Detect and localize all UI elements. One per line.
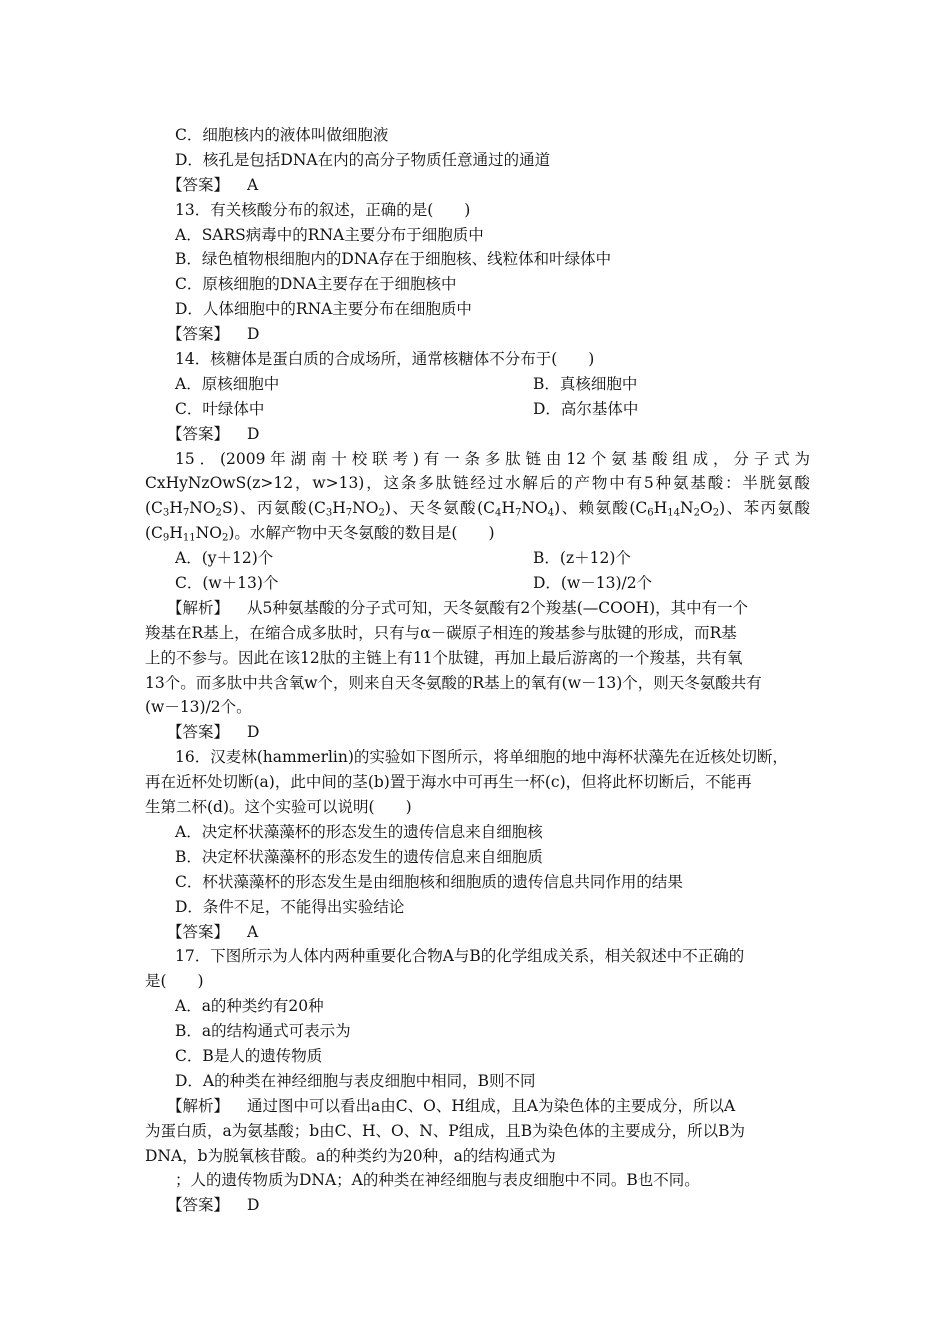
q16-answer: [145, 920, 810, 945]
q14-stem: 14．核糖体是蛋白质的合成场所，通常核糖体不分布于( ): [175, 350, 595, 369]
q15-options-row-1: [145, 546, 810, 571]
explanation-label: 【解析】: [167, 1096, 230, 1115]
question-content: [145, 123, 810, 1218]
q14-option-b: B．真核细胞中: [533, 374, 638, 393]
q15-explanation-line-5: (w－13)/2个。: [145, 698, 252, 717]
q15-option-c: C．(w＋13)个: [175, 574, 279, 593]
q15-explanation-line-4: 13个。而多肽中共含氧w个，则来自天冬氨酸的R基上的氧有(w－13)个，则天冬氨酸共有: [145, 673, 762, 692]
q15-option-a: A．(y＋12)个: [175, 549, 274, 568]
answer-label: 【答案】: [167, 175, 230, 194]
q16-option-a: A．决定杯状藻藻杯的形态发生的遗传信息来自细胞核: [175, 822, 543, 841]
answer-value: A: [247, 175, 259, 194]
q15-stem-line-4: $(C_9H_{11}NO_2)$。水解产物中天冬氨酸的数目是( ): [145, 524, 495, 544]
q12-option-d: D．核孔是包括DNA在内的高分子物质任意通过的通道: [175, 150, 551, 169]
q15-stem-line-2: CxHyNzOwS(z>12，w>13)，这条多肽链经过水解后的产物中有5种氨基酸：半胱氨酸: [145, 474, 810, 493]
q16-stem-line-2: 再在近杯处切断(a)，此中间的茎(b)置于海水中可再生一杯(c)，但将此杯切断后，不能再: [145, 773, 752, 792]
q13-option-d: D．人体细胞中的RNA主要分布在细胞质中: [175, 300, 472, 319]
q15-answer: [145, 720, 810, 745]
q13-stem: 13．有关核酸分布的叙述，正确的是( ): [175, 200, 471, 219]
q17-option-d: D．A的种类在神经细胞与表皮细胞中相同，B则不同: [175, 1071, 536, 1090]
answer-value: A: [247, 922, 259, 941]
answer-label: 【答案】: [167, 325, 230, 344]
q13-option-a: A．SARS病毒中的RNA主要分布于细胞质中: [175, 225, 484, 244]
answer-value: D: [247, 1196, 260, 1215]
q16-option-d: D．条件不足，不能得出实验结论: [175, 897, 405, 916]
q15-explanation-line-1: 【解析】 从5种氨基酸的分子式可知，天冬氨酸有2个羧基(—COOH)，其中有一个: [167, 598, 749, 617]
q14-answer: [145, 422, 810, 447]
explanation-label: 【解析】: [167, 598, 230, 617]
q17-option-a: A．a的种类约有20种: [175, 997, 324, 1016]
q16-stem-line-1: 16．汉麦林(hammerlin)的实验如下图所示，将单细胞的地中海杯状藻先在近核处切断，: [175, 748, 788, 767]
q17-explanation-line-3: DNA，b为脱氧核苷酸。a的种类约为20种，a的结构通式为: [145, 1146, 556, 1165]
q15-option-b: B．(z＋12)个: [533, 549, 631, 568]
q12-answer: [145, 173, 810, 198]
answer-label: 【答案】: [167, 1196, 230, 1215]
answer-value: D: [247, 325, 260, 344]
answer-label: 【答案】: [167, 723, 230, 742]
q14-option-d: D．高尔基体中: [533, 399, 639, 418]
q17-option-b: B．a的结构通式可表示为: [175, 1022, 351, 1041]
q16-stem-line-3: 生第二杯(d)。这个实验可以说明( ): [145, 798, 412, 817]
q16-option-b: B．决定杯状藻藻杯的形态发生的遗传信息来自细胞质: [175, 847, 543, 866]
q17-explanation-line-4: ；人的遗传物质为DNA；A的种类在神经细胞与表皮细胞中不同。B也不同。: [175, 1171, 700, 1190]
answer-value: D: [247, 424, 260, 443]
q17-explanation-line-1: 【解析】 通过图中可以看出a由C、O、H组成，且A为染色体的主要成分，所以A: [167, 1096, 736, 1115]
q15-options-row-2: [145, 571, 810, 596]
q12-option-c: C．细胞核内的液体叫做细胞液: [175, 126, 389, 144]
q17-answer: [145, 1193, 810, 1218]
q15-option-d: D．(w－13)/2个: [533, 574, 653, 593]
answer-label: 【答案】: [167, 922, 230, 941]
q15-explanation-line-2: 羧基在R基上，在缩合成多肽时，只有与α－碳原子相连的羧基参与肽键的形成，而R基: [145, 623, 737, 642]
q14-option-a: A．原核细胞中: [175, 374, 280, 393]
q13-answer: [145, 322, 810, 347]
q17-stem-line-1: 17．下图所示为人体内两种重要化合物A与B的化学组成关系，相关叙述中不正确的: [175, 947, 745, 966]
q16-option-c: C．杯状藻藻杯的形态发生是由细胞核和细胞质的遗传信息共同作用的结果: [175, 872, 683, 891]
q14-option-c: C．叶绿体中: [175, 399, 265, 418]
q17-stem-line-2: 是( ): [145, 972, 204, 991]
q14-options-row-2: [145, 397, 810, 422]
answer-label: 【答案】: [167, 424, 230, 443]
q17-option-c: C．B是人的遗传物质: [175, 1046, 323, 1065]
q15-stem-line-1: 15．(2009年湖南十校联考)有一条多肽链由12个氨基酸组成，分子式为: [175, 449, 810, 468]
q13-option-b: B．绿色植物根细胞内的DNA存在于细胞核、线粒体和叶绿体中: [175, 250, 612, 269]
q17-explanation-line-2: 为蛋白质，a为氨基酸；b由C、H、O、N、P组成，且B为染色体的主要成分，所以B为: [145, 1121, 746, 1140]
answer-value: D: [247, 723, 260, 742]
q14-options-row-1: [145, 372, 810, 397]
q15-stem-line-3: $(C_3H_7NO_2S)$、丙氨酸$(C_3H_7NO_2)$、天冬氨酸$(C_4H_7NO_4)$、赖氨酸$(C_6H_{14}N_2O_2)$、苯丙氨酸: [145, 499, 810, 519]
q15-explanation-line-3: 上的不参与。因此在该12肽的主链上有11个肽键，再加上最后游离的一个羧基，共有氧: [145, 648, 743, 667]
q13-option-c: C．原核细胞的DNA主要存在于细胞核中: [175, 275, 457, 294]
